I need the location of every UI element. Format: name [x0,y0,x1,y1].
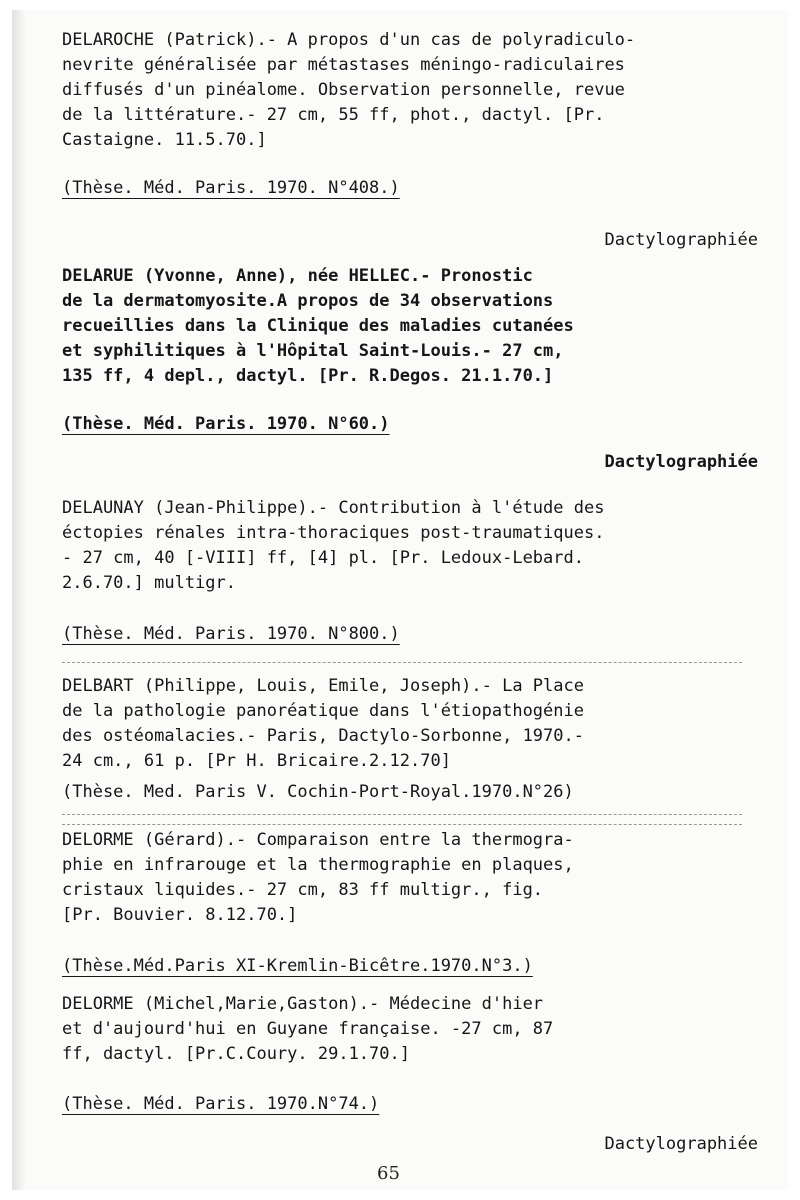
bibliography-entry [62,496,762,596]
entry-line: Castaigne. 11.5.70.] [62,130,267,150]
entry-line: et syphilitiques à l'Hôpital Saint-Louis.- 27 cm, [62,341,564,361]
bibliography-entry [62,674,762,774]
entry-line: DELORME (Michel,Marie,Gaston).- Médecine d'hier [62,994,544,1014]
entry-line: DELAROCHE (Patrick).- A propos d'un cas de polyradiculo- [62,30,636,50]
bibliography-entry [62,992,762,1067]
bibliography-entry [62,264,762,389]
entry-line: DELBART (Philippe, Louis, Emile, Joseph).- La Place [62,676,584,696]
entry-line: diffusés d'un pinéalome. Observation personnelle, revue [62,80,625,100]
entry-line: et d'aujourd'hui en Guyane française. -27 cm, 87 [62,1019,554,1039]
entry-line: [Pr. Bouvier. 8.12.70.] [62,905,298,925]
entry-line: de la littérature.- 27 cm, 55 ff, phot., dactyl. [Pr. [62,105,605,125]
scan-shadow [12,10,26,1190]
typescript-note: Dactylographiée [604,452,758,472]
entry-line: ff, dactyl. [Pr.C.Coury. 29.1.70.] [62,1044,410,1064]
document-page [12,10,788,1190]
entry-line: phie en infrarouge et la thermographie en plaques, [62,855,574,875]
thesis-reference: (Thèse. Méd. Paris. 1970. N°60.) [62,414,390,434]
entry-line: des ostéomalacies.- Paris, Dactylo-Sorbonne, 1970.- [62,726,584,746]
separator-line [62,662,742,663]
entry-line: de la pathologie panoréatique dans l'étiopathogénie [62,701,584,721]
entry-line: 135 ff, 4 depl., dactyl. [Pr. R.Degos. 21.1.70.] [62,366,554,386]
entry-line: - 27 cm, 40 [-VIII] ff, [4] pl. [Pr. Ledoux-Lebard. [62,548,584,568]
thesis-reference: (Thèse. Méd. Paris. 1970. N°408.) [62,178,400,198]
entry-line: cristaux liquides.- 27 cm, 83 ff multigr., fig. [62,880,544,900]
thesis-reference: (Thèse. Méd. Paris. 1970. N°800.) [62,624,400,644]
bibliography-entry [62,828,762,928]
entry-line: de la dermatomyosite.A propos de 34 observations [62,291,554,311]
entry-line: 24 cm., 61 p. [Pr H. Bricaire.2.12.70] [62,751,451,771]
thesis-reference: (Thèse. Med. Paris V. Cochin-Port-Royal.1970.N°26) [62,782,574,802]
typescript-note: Dactylographiée [604,230,758,250]
entry-line: DELORME (Gérard).- Comparaison entre la thermogra- [62,830,574,850]
entry-line: nevrite généralisée par métastases méningo-radiculaires [62,55,625,75]
page-number: 65 [377,1163,400,1184]
thesis-reference: (Thèse.Méd.Paris XI-Kremlin-Bicêtre.1970.N°3.) [62,956,533,976]
separator-line [62,824,742,825]
thesis-reference: (Thèse. Méd. Paris. 1970.N°74.) [62,1094,380,1114]
bibliography-entry [62,28,762,153]
separator-line [62,814,742,815]
entry-line: 2.6.70.] multigr. [62,573,236,593]
typescript-note: Dactylographiée [604,1134,758,1154]
entry-line: DELAUNAY (Jean-Philippe).- Contribution à l'étude des [62,498,605,518]
entry-line: éctopies rénales intra-thoraciques post-traumatiques. [62,523,605,543]
entry-line: DELARUE (Yvonne, Anne), née HELLEC.- Pronostic [62,266,533,286]
entry-line: recueillies dans la Clinique des maladies cutanées [62,316,574,336]
